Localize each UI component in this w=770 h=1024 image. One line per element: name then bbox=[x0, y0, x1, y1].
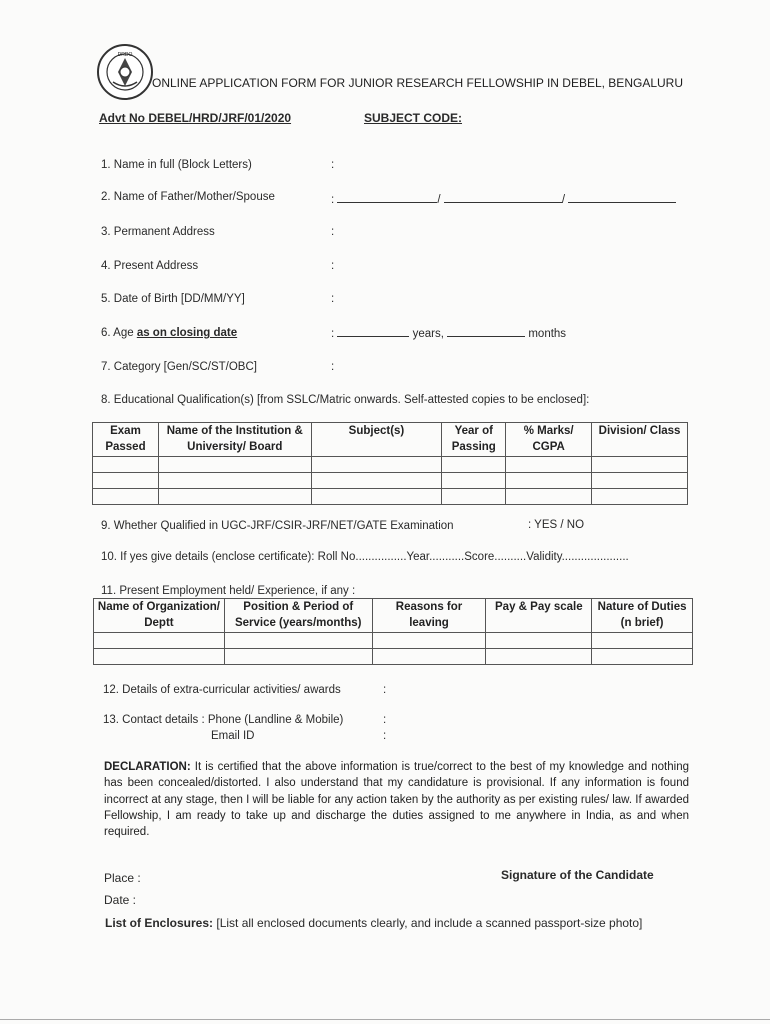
q9-answer[interactable]: : YES / NO bbox=[528, 519, 585, 531]
enclosures-text: [List all enclosed documents clearly, and include a scanned passport-size photo] bbox=[213, 916, 643, 930]
age-emphasis: as on closing date bbox=[136, 327, 238, 339]
declaration bbox=[104, 759, 689, 840]
enclosures bbox=[105, 916, 642, 930]
emp-header-position: Position & Period of Service (years/months) bbox=[224, 599, 372, 633]
subject-code-label: SUBJECT CODE: bbox=[364, 111, 463, 125]
q12-label: 12. Details of extra-curricular activities/ awards bbox=[103, 684, 341, 696]
field-permanent-address-label: 3. Permanent Address bbox=[101, 226, 215, 238]
edu-header-exam: Exam Passed bbox=[93, 423, 159, 457]
age-months-label: months bbox=[528, 328, 567, 340]
slash-1: / bbox=[437, 194, 441, 206]
table-row[interactable] bbox=[93, 489, 688, 505]
drdo-emblem-icon bbox=[99, 46, 151, 98]
q10-label: 10. If yes give details (enclose certificate): Roll No................Year...........Score..........Validity..................... bbox=[101, 551, 629, 563]
spouse-name-blank[interactable] bbox=[568, 191, 676, 203]
field-name-label: 1. Name in full (Block Letters) bbox=[101, 159, 252, 171]
field-parent-value[interactable] bbox=[331, 191, 676, 206]
page-bottom-divider bbox=[0, 1019, 770, 1020]
field-category-colon: : bbox=[331, 361, 335, 373]
q13-label: 13. Contact details : Phone (Landline & Mobile) bbox=[103, 714, 344, 726]
education-table bbox=[92, 422, 688, 505]
date-label: Date : bbox=[104, 893, 137, 907]
table-row[interactable] bbox=[93, 473, 688, 489]
field-present-address-colon: : bbox=[331, 260, 335, 272]
field-age-label: 6. Age as on closing date bbox=[101, 327, 238, 339]
employment-table bbox=[93, 598, 693, 665]
age-months-blank[interactable] bbox=[447, 325, 525, 337]
field-dob-label: 5. Date of Birth [DD/MM/YY] bbox=[101, 293, 245, 305]
age-years-label: years, bbox=[412, 328, 444, 340]
declaration-label: DECLARATION: bbox=[104, 761, 191, 773]
logo-text: DRDO bbox=[117, 52, 133, 58]
edu-header-subjects: Subject(s) bbox=[311, 423, 442, 457]
q12-colon: : bbox=[383, 684, 387, 696]
mother-name-blank[interactable] bbox=[444, 191, 562, 203]
q13-email-label: Email ID bbox=[211, 730, 255, 742]
field-age-value[interactable] bbox=[331, 325, 566, 340]
advt-number: Advt No DEBEL/HRD/JRF/01/2020 bbox=[99, 111, 292, 125]
emp-header-reasons: Reasons for leaving bbox=[372, 599, 486, 633]
field-name-colon: : bbox=[331, 159, 335, 171]
place-label: Place : bbox=[104, 871, 141, 885]
emp-header-duties: Nature of Duties (n brief) bbox=[592, 599, 693, 633]
q9-label: 9. Whether Qualified in UGC-JRF/CSIR-JRF/NET/GATE Examination bbox=[101, 520, 454, 532]
table-row[interactable] bbox=[94, 649, 693, 665]
form-title: ONLINE APPLICATION FORM FOR JUNIOR RESEARCH FELLOWSHIP IN DEBEL, BENGALURU bbox=[152, 76, 683, 90]
field-dob-colon: : bbox=[331, 293, 335, 305]
field-age-colon: : bbox=[331, 328, 335, 340]
edu-header-marks: % Marks/ CGPA bbox=[506, 423, 592, 457]
table-row[interactable] bbox=[93, 457, 688, 473]
age-years-blank[interactable] bbox=[337, 325, 409, 337]
declaration-text: It is certified that the above information is true/correct to the best of my knowledge and nothing has been concealed/distorted. I also understand that my candidature is provisional. If any information is found incorrect at any stage, then I will be liable for any action taken by the authority as per existing rules/ law. If awarded Fellowship, I am ready to take up and discharge the duties assigned to me anywhere in India, as and when required. bbox=[104, 761, 689, 839]
field-parent-colon: : bbox=[331, 194, 335, 206]
emp-header-organization: Name of Organization/ Deptt bbox=[94, 599, 225, 633]
emp-header-pay: Pay & Pay scale bbox=[486, 599, 592, 633]
slash-2: / bbox=[561, 194, 566, 206]
edu-header-institution: Name of the Institution & University/ Board bbox=[158, 423, 311, 457]
field-category-label: 7. Category [Gen/SC/ST/OBC] bbox=[101, 361, 257, 373]
signature-label: Signature of the Candidate bbox=[501, 868, 654, 882]
edu-header-year: Year of Passing bbox=[442, 423, 506, 457]
enclosures-label: List of Enclosures: bbox=[105, 916, 214, 930]
field-education-label: 8. Educational Qualification(s) [from SSLC/Matric onwards. Self-attested copies to be enclosed]: bbox=[101, 394, 590, 406]
q13-email-colon: : bbox=[383, 730, 387, 742]
field-present-address-label: 4. Present Address bbox=[101, 260, 199, 272]
edu-header-division: Division/ Class bbox=[592, 423, 688, 457]
field-permanent-address-colon: : bbox=[331, 226, 335, 238]
field-parent-label: 2. Name of Father/Mother/Spouse bbox=[101, 191, 275, 203]
q13-phone-colon: : bbox=[383, 714, 387, 726]
drdo-logo bbox=[97, 44, 153, 100]
q11-label: 11. Present Employment held/ Experience, if any : bbox=[101, 585, 356, 597]
father-name-blank[interactable] bbox=[337, 191, 437, 203]
table-row[interactable] bbox=[94, 633, 693, 649]
